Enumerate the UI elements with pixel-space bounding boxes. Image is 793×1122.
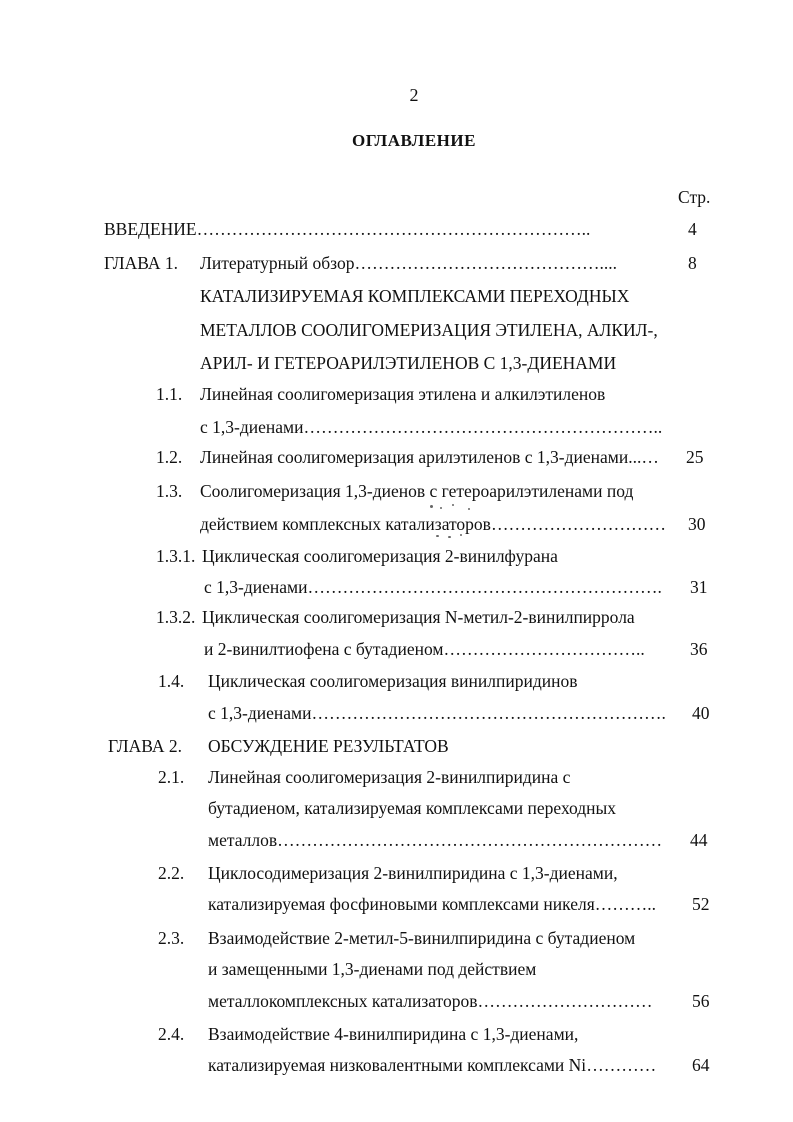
toc-section-number: 2.3. bbox=[158, 928, 185, 948]
toc-entry-title-cont bbox=[200, 416, 662, 438]
toc-entry-title-cont bbox=[208, 893, 656, 915]
toc-entry-title-cont bbox=[208, 990, 652, 1012]
page-title: ОГЛАВЛЕНИЕ bbox=[352, 131, 476, 150]
toc-leader-dots: ……….. bbox=[594, 894, 657, 914]
toc-page-number: 8 bbox=[688, 253, 697, 273]
toc-leader-dots: ………… bbox=[586, 1055, 657, 1075]
toc-entry-chapter-1 bbox=[200, 252, 617, 274]
toc-entry-title: и 2-винилтиофена с бутадиеном bbox=[204, 639, 444, 659]
chapter-1-subtitle-line: КАТАЛИЗИРУЕМАЯ КОМПЛЕКСАМИ ПЕРЕХОДНЫХ bbox=[200, 286, 630, 306]
scan-speck bbox=[452, 504, 454, 506]
toc-entry-title: металлов bbox=[208, 830, 278, 850]
toc-entry-title: Линейная соолигомеризация арилэтиленов с 1,3-диенами bbox=[200, 447, 629, 467]
toc-entry-title-cont bbox=[204, 576, 662, 598]
scan-speck bbox=[436, 535, 439, 537]
toc-page-number: 56 bbox=[692, 991, 710, 1011]
toc-entry-title: металлокомплексных катализаторов bbox=[208, 991, 478, 1011]
toc-entry-title-cont bbox=[208, 702, 666, 724]
toc-section-number: 1.3.1. bbox=[156, 546, 196, 566]
toc-page-number: 30 bbox=[688, 514, 706, 534]
toc-leader-dots: …………………………………….... bbox=[354, 253, 617, 273]
toc-leader-dots: ...… bbox=[628, 447, 659, 467]
chapter-1-subtitle-line: АРИЛ- И ГЕТЕРОАРИЛЭТИЛЕНОВ С 1,3-ДИЕНАМИ bbox=[200, 353, 617, 373]
toc-page-number: 40 bbox=[692, 703, 710, 723]
toc-entry-title: Циклическая соолигомеризация 2-винилфурана bbox=[202, 546, 558, 566]
scan-speck bbox=[448, 536, 451, 538]
toc-entry-title-cont bbox=[208, 829, 662, 851]
toc-section-number: 1.4. bbox=[158, 671, 185, 691]
scan-speck bbox=[468, 508, 470, 510]
toc-entry-chapter-2: ОБСУЖДЕНИЕ РЕЗУЛЬТАТОВ bbox=[208, 736, 449, 756]
toc-entry-title: с 1,3-диенами bbox=[200, 417, 304, 437]
toc-leader-dots: ………………………… bbox=[477, 991, 653, 1011]
toc-entry-introduction bbox=[104, 218, 590, 240]
toc-entry-title: Линейная соолигомеризация 2-винилпиридина с bbox=[208, 767, 571, 787]
toc-section-number: 2.1. bbox=[158, 767, 185, 787]
toc-entry-title-cont bbox=[208, 1054, 656, 1076]
toc-leader-dots: …………………………………………………….. bbox=[303, 417, 663, 437]
toc-entry-title: Циклическая соолигомеризация винилпиридинов bbox=[208, 671, 578, 691]
toc-entry-title: Взаимодействие 2-метил-5-винилпиридина с бутадиеном bbox=[208, 928, 636, 948]
chapter-1-subtitle-line: МЕТАЛЛОВ СООЛИГОМЕРИЗАЦИЯ ЭТИЛЕНА, АЛКИЛ-, bbox=[200, 320, 658, 340]
toc-chapter-number: ГЛАВА 2. bbox=[108, 736, 183, 756]
page-number: 2 bbox=[409, 85, 419, 105]
toc-section-number: 1.3. bbox=[156, 481, 183, 501]
toc-entry-title: катализируемая низковалентными комплексами Ni bbox=[208, 1055, 587, 1075]
toc-entry-title-cont bbox=[200, 513, 666, 535]
toc-page-number: 64 bbox=[692, 1055, 710, 1075]
toc-leader-dots: ………………………… bbox=[490, 514, 666, 534]
toc-entry-title: Литературный обзор bbox=[200, 253, 355, 273]
toc-leader-dots: ………………………………………………………… bbox=[277, 830, 663, 850]
toc-entry-title: и замещенными 1,3-диенами под действием bbox=[208, 959, 537, 979]
toc-section-number: 2.4. bbox=[158, 1024, 185, 1044]
toc-page-number: 31 bbox=[690, 577, 708, 597]
toc-page-number: 52 bbox=[692, 894, 710, 914]
toc-entry-title: Циклическая соолигомеризация N-метил-2-винилпиррола bbox=[202, 607, 635, 627]
toc-page-number: 25 bbox=[686, 447, 704, 467]
toc-entry-title bbox=[200, 446, 659, 468]
toc-entry-title: катализируемая фосфиновыми комплексами никеля bbox=[208, 894, 595, 914]
toc-entry-title: с 1,3-диенами bbox=[204, 577, 308, 597]
toc-page-number: 4 bbox=[688, 219, 697, 239]
toc-section-number: 1.2. bbox=[156, 447, 183, 467]
toc-entry-title: Взаимодействие 4-винилпиридина с 1,3-диенами, bbox=[208, 1024, 579, 1044]
toc-entry-title: с 1,3-диенами bbox=[208, 703, 312, 723]
toc-entry-title: Линейная соолигомеризация этилена и алкилэтиленов bbox=[200, 384, 606, 404]
toc-entry-title-cont bbox=[204, 638, 645, 660]
toc-entry-title: бутадиеном, катализируемая комплексами переходных bbox=[208, 798, 617, 818]
toc-leader-dots: ………………………………………………………….. bbox=[196, 219, 591, 239]
toc-leader-dots: ……………………………………………………. bbox=[311, 703, 666, 723]
toc-entry-title: Циклосодимеризация 2-винилпиридина с 1,3-диенами, bbox=[208, 863, 618, 883]
scan-speck bbox=[440, 507, 442, 509]
toc-section-number: 2.2. bbox=[158, 863, 185, 883]
toc-leader-dots: ……………………………………………………. bbox=[307, 577, 662, 597]
toc-entry-title: ВВЕДЕНИЕ bbox=[104, 219, 197, 239]
page-column-label: Стр. bbox=[678, 187, 711, 207]
toc-leader-dots: …………………………….. bbox=[443, 639, 645, 659]
toc-page-number: 44 bbox=[690, 830, 708, 850]
scan-speck bbox=[430, 505, 433, 508]
toc-entry-title: Соолигомеризация 1,3-диенов с гетероарилэтиленами под bbox=[200, 481, 634, 501]
toc-page-number: 36 bbox=[690, 639, 708, 659]
toc-chapter-number: ГЛАВА 1. bbox=[104, 253, 179, 273]
toc-section-number: 1.3.2. bbox=[156, 607, 196, 627]
toc-section-number: 1.1. bbox=[156, 384, 183, 404]
toc-entry-title: действием комплексных катализаторов bbox=[200, 514, 491, 534]
scan-speck bbox=[460, 534, 462, 536]
